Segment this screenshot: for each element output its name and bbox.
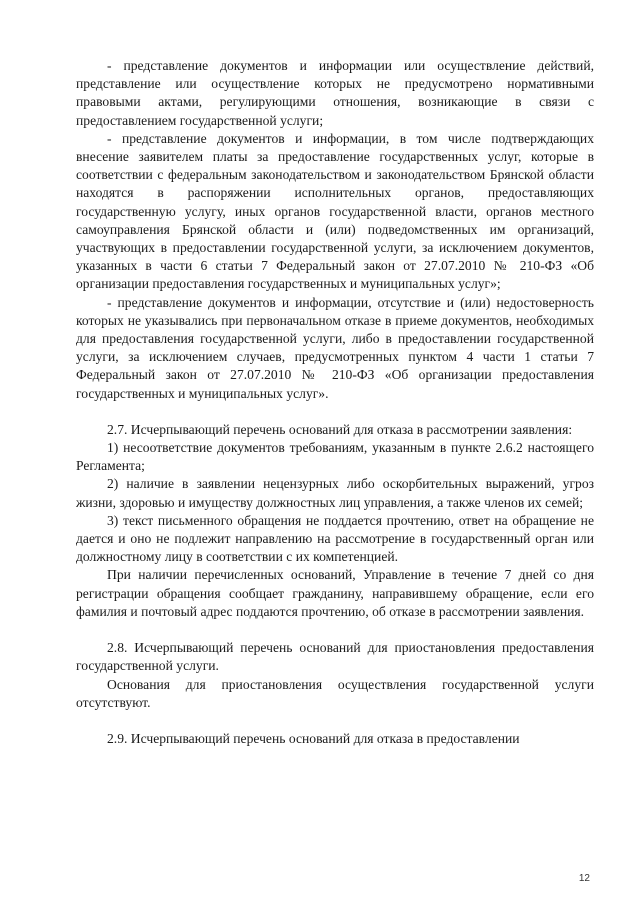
section-2-7-closing: При наличии перечисленных оснований, Управление в течение 7 дней со дня регистрации обращения сообщает гражданину, направившему обращение, если его фамилия и почтовый адрес поддаются прочтению, об отказе в рассмотрении заявления.: [76, 567, 594, 619]
list-item: - представление документов и информации, в том числе подтверждающих внесение заявителем платы за предоставление государственных услуг, которые в соответствии с федеральным законодательством и законодательством Брянской области находятся в распоряжении исполнительных органов, предоставляющих государственную услугу, иных органов государственной власти, органов местного самоуправления Брянской области и (или) подведомственных им организаций, участвующих в предоставлении государственной услуги, за исключением документов, указанных в части 6 статьи 7 Федеральный закон от 27.07.2010 № 210-ФЗ «Об организации предоставления государственных и муниципальных услуг»;: [76, 130, 594, 292]
paragraph-spacer: [76, 621, 594, 639]
section-2-7-item-1: 1) несоответствие документов требованиям, указанным в пункте 2.6.2 настоящего Регламента;: [76, 440, 594, 474]
page-number: 12: [578, 873, 590, 884]
section-heading-2-7: 2.7. Исчерпывающий перечень оснований для отказа в рассмотрении заявления:: [107, 421, 573, 437]
section-heading-2-9: 2.9. Исчерпывающий перечень оснований для отказа в предоставлении: [107, 730, 520, 746]
list-item: - представление документов и информации, отсутствие и (или) недостоверность которых не указывались при первоначальном отказе в приеме документов, необходимых для предоставления государственной услуги, либо в предоставлении государственной услуги, за исключением случаев, предусмотренных пунктом 4 части 1 статьи 7 Федеральный закон от 27.07.2010 № 210-ФЗ «Об организации предоставления государственных и муниципальных услуг».: [76, 294, 594, 401]
paragraph-spacer: [76, 403, 594, 421]
paragraph-spacer: [76, 712, 594, 730]
section-2-8-body: Основания для приостановления осуществления государственной услуги отсутствуют.: [76, 676, 594, 710]
list-item: - представление документов и информации или осуществление действий, представление или осуществление которых не предусмотрено нормативными правовыми актами, регулирующими отношения, возникающие в связи с предоставлением государственной услуги;: [76, 58, 594, 128]
section-2-7-item-3: 3) текст письменного обращения не поддается прочтению, ответ на обращение не дается и оно не подлежит направлению на рассмотрение в государственный орган или должностному лицу в соответствии с их компетенцией.: [76, 512, 594, 565]
document-page: [76, 57, 594, 748]
section-heading-2-8: 2.8. Исчерпывающий перечень оснований для приостановления предоставления государственной услуги.: [76, 640, 594, 674]
section-2-7-item-2: 2) наличие в заявлении нецензурных либо оскорбительных выражений, угроз жизни, здоровью и имуществу должностных лиц управления, а также членов их семей;: [76, 476, 594, 510]
